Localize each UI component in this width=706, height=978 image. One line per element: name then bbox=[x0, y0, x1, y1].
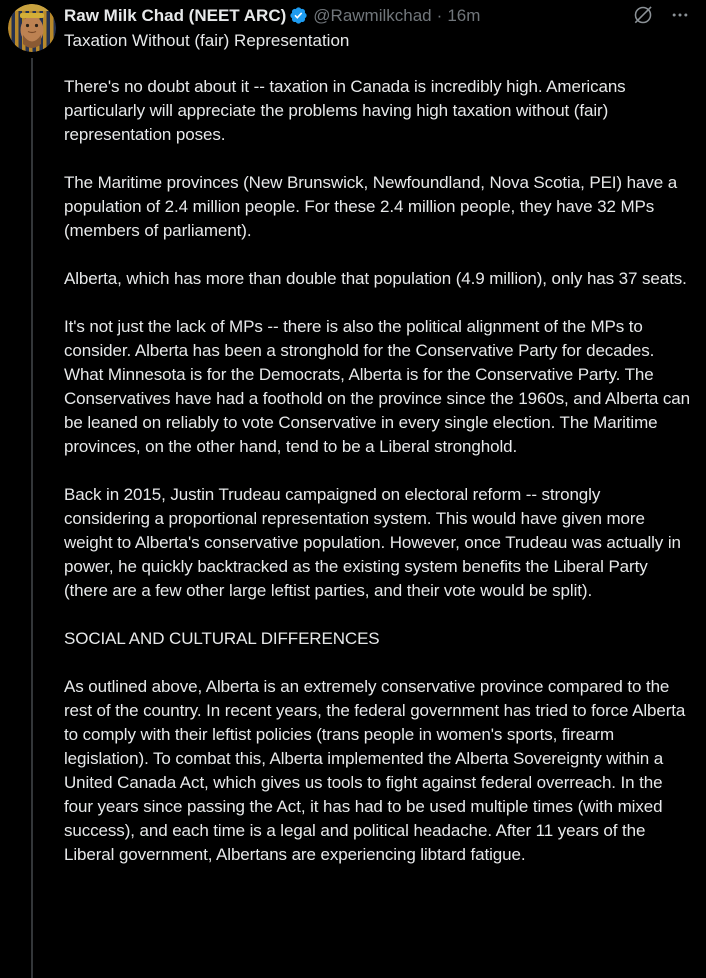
timestamp[interactable]: 16m bbox=[447, 5, 481, 25]
grok-button[interactable] bbox=[632, 4, 654, 26]
tweet-text-section-heading: SOCIAL AND CULTURAL DIFFERENCES bbox=[64, 629, 380, 648]
author-display-name[interactable]: Raw Milk Chad (NEET ARC) bbox=[64, 5, 287, 25]
grok-slashed-circle-icon bbox=[632, 4, 654, 26]
tweet-body bbox=[64, 75, 690, 867]
avatar[interactable] bbox=[8, 4, 56, 52]
tweet-text-paragraph: There's no doubt about it -- taxation in Canada is incredibly high. Americans particularly will appreciate the problems having high taxation without (fair) representation poses. bbox=[64, 77, 626, 144]
tweet-content bbox=[64, 4, 706, 978]
more-dots-icon bbox=[670, 5, 690, 25]
author-handle[interactable]: @Rawmilkchad bbox=[313, 5, 432, 25]
tweet-text-paragraph: The Maritime provinces (New Brunswick, Newfoundland, Nova Scotia, PEI) have a population of 2.4 million people. For these 2.4 million people, they have 32 MPs (members of parliament). bbox=[64, 173, 678, 240]
more-button[interactable] bbox=[670, 5, 690, 25]
tweet-text-paragraph: As outlined above, Alberta is an extremely conservative province compared to the rest of the country. In recent years, the federal government has tried to force Alberta to comply with their leftist policies (trans people in women's sports, firearm legislation). To combat this, Alberta implemented the Alberta Sovereignty within a United Canada Act, which gives us tools to fight against federal overreach. In the four years since passing the Act, it has had to be used multiple times (with mixed success), and each time is a legal and political headache. After 11 years of the Liberal government, Albertans are experiencing libtard fatigue. bbox=[64, 677, 686, 864]
tweet-text-paragraph: Alberta, which has more than double that population (4.9 million), only has 37 seats. bbox=[64, 269, 687, 288]
tweet-text-paragraph: It's not just the lack of MPs -- there is also the political alignment of the MPs to consider. Alberta has been a stronghold for the Conservative Party for decades. What Minnesota is for the Democrats, Alberta is for the Conservative Party. The Conservatives have had a foothold on the province since the 1960s, and Alberta can be leaned on reliably to vote Conservative in every single election. The Maritime provinces, on the other hand, tend to be a Liberal stronghold. bbox=[64, 317, 690, 456]
pharaoh-avatar-image bbox=[8, 4, 56, 52]
tweet-header bbox=[64, 4, 690, 26]
verified-badge-icon bbox=[289, 6, 308, 25]
tweet-gutter bbox=[8, 4, 64, 978]
meta-separator: · bbox=[436, 5, 443, 25]
header-actions bbox=[632, 4, 690, 26]
tweet-text-paragraph: Back in 2015, Justin Trudeau campaigned on electoral reform -- strongly considering a proportional representation system. This would have given more weight to Alberta's conservative population. However, once Trudeau was actually in power, he quickly backtracked as the existing system benefits the Liberal Party (there are a few other large leftist parties, and their vote would be split). bbox=[64, 485, 681, 600]
thread-connector-line bbox=[31, 58, 33, 978]
tweet-title-line: Taxation Without (fair) Representation bbox=[64, 31, 350, 50]
